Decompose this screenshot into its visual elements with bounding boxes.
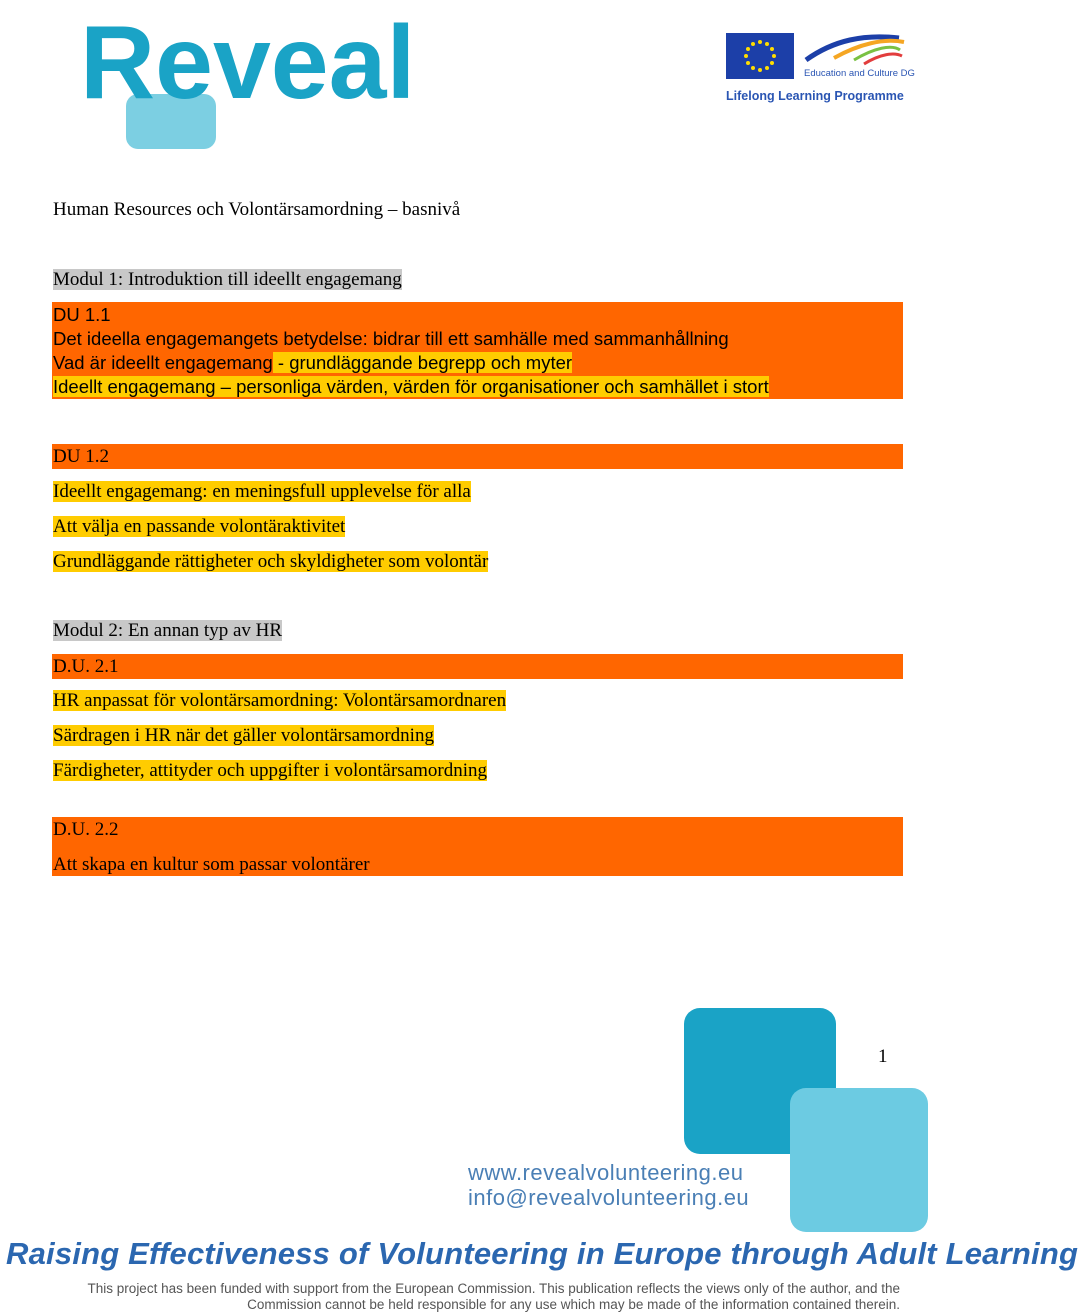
email-link[interactable]: info@revealvolunteering.eu bbox=[468, 1185, 750, 1210]
du-1-1-line: Vad är ideellt engagemang bbox=[53, 352, 273, 373]
reveal-logo-text: Reveal bbox=[80, 5, 416, 121]
lifelong-learning-label: Lifelong Learning Programme bbox=[726, 89, 904, 103]
du-2-1-line: Färdigheter, attityder och uppgifter i volontärsamordning bbox=[53, 760, 488, 781]
tagline: Raising Effectiveness of Volunteering in Europe through Adult Learning bbox=[6, 1236, 1078, 1271]
page-number: 1 bbox=[878, 1046, 888, 1067]
eu-flag-icon bbox=[726, 33, 794, 79]
du-1-1-line: Ideellt engagemang – personliga värden, värden för organisationer och samhället i stort bbox=[53, 376, 769, 397]
du-1-2-line: Grundläggande rättigheter och skyldigheter som volontär bbox=[53, 551, 489, 572]
du-1-2-line: Att välja en passande volontäraktivitet bbox=[53, 516, 346, 537]
du-1-2-block bbox=[52, 444, 903, 469]
eu-dg-label: Education and Culture DG bbox=[804, 68, 915, 79]
du-2-2-code: D.U. 2.2 bbox=[53, 819, 119, 840]
du-2-1-line: HR anpassat för volontärsamordning: Volontärsamordnaren bbox=[53, 690, 507, 711]
reveal-logo bbox=[80, 6, 460, 151]
du-2-1-block bbox=[52, 654, 903, 679]
du-1-1-line: - grundläggande begrepp och myter bbox=[272, 352, 573, 373]
decorative-square bbox=[790, 1088, 928, 1232]
du-1-1-code: DU 1.1 bbox=[53, 304, 111, 325]
du-2-2-line: Att skapa en kultur som passar volontärer bbox=[53, 854, 370, 875]
disclaimer-line: Commission cannot be held responsible for any use which may be made of the information contained therein. bbox=[247, 1297, 900, 1312]
du-2-1-code: D.U. 2.1 bbox=[53, 656, 119, 677]
page-title: Human Resources och Volontärsamordning – basnivå bbox=[53, 199, 461, 220]
du-2-1-line: Särdragen i HR när det gäller volontärsamordning bbox=[53, 725, 434, 746]
disclaimer-line: This project has been funded with support from the European Commission. This publication reflects the views only of the author, and the bbox=[87, 1281, 900, 1296]
module-2-heading: Modul 2: En annan typ av HR bbox=[53, 620, 283, 641]
website-link[interactable]: www.revealvolunteering.eu bbox=[468, 1160, 744, 1185]
module-1-heading: Modul 1: Introduktion till ideellt engagemang bbox=[53, 269, 402, 290]
du-1-2-code: DU 1.2 bbox=[53, 446, 109, 467]
du-1-1-line: Det ideella engagemangets betydelse: bidrar till ett samhälle med sammanhållning bbox=[53, 328, 729, 349]
du-1-2-line: Ideellt engagemang: en meningsfull upplevelse för alla bbox=[53, 481, 471, 502]
education-culture-swoosh-icon bbox=[804, 30, 922, 68]
